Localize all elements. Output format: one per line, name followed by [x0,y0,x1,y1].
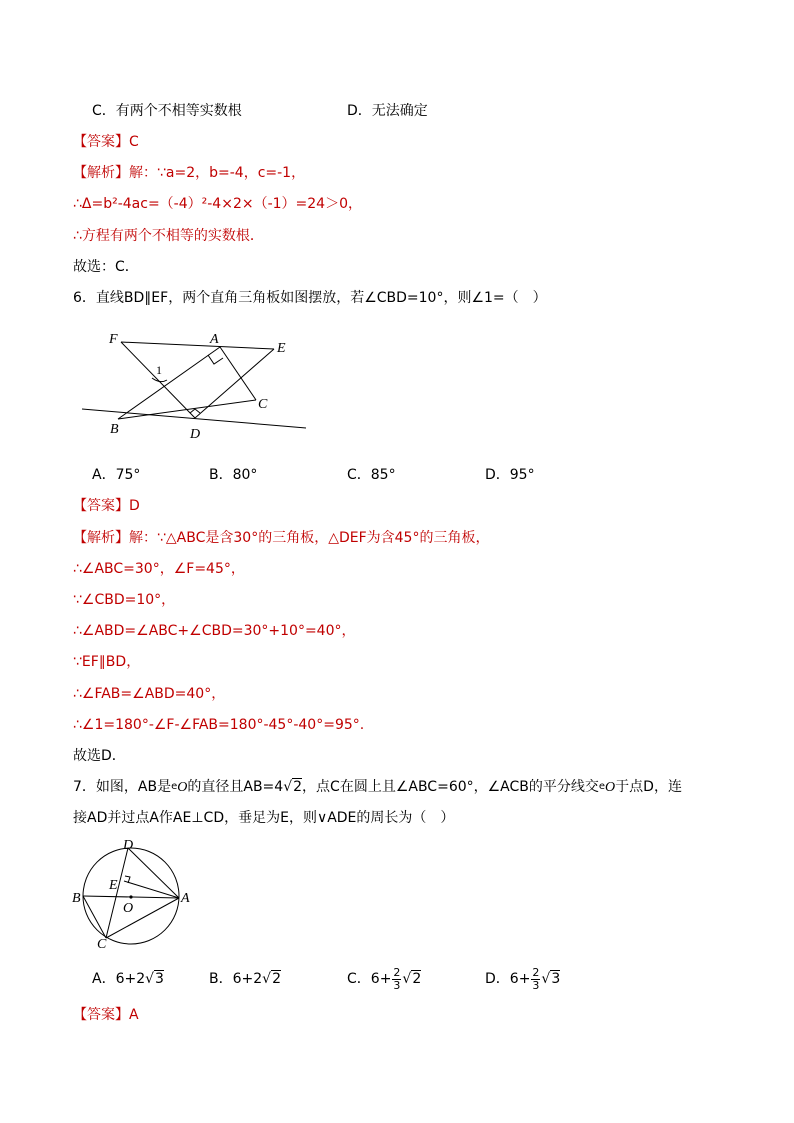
q6-analysis-line-5: ∵EF∥BD， [73,654,141,670]
label-b: B [72,891,81,906]
option-prefix: 6+2 [115,971,146,987]
q7-stem-line-1: 7．如图，AB是$^e$O的直径且AB=4√2，点C在圆上且∠ABC=60°，∠ACB的平分线交$^e$O于点D，连 [73,779,682,795]
answer-tag: 【答案】 [73,1007,129,1023]
q6-stem: 6．直线BD∥EF，两个直角三角板如图摆放，若∠CBD=10°，则∠1=（ ） [73,290,547,306]
chord-bc [83,896,106,938]
label-o: O [123,901,134,916]
circle-name-2: O [605,780,616,795]
fraction [531,967,540,992]
option-letter: D． [485,971,510,987]
option-prefix: 6+ [370,971,392,987]
option-letter: C． [347,971,371,987]
circle-symbol-2: e [598,781,606,792]
right-angle-mark-d [190,409,200,413]
center-point-o [129,895,132,898]
q6-analysis-line-7: ∴∠1=180°-∠F-∠FAB=180°-45°-40°=95°. [73,717,365,733]
q7-figure [68,835,198,953]
chord-cd [106,848,128,938]
q7-option-b: B．6+2√2 [209,971,281,987]
fraction [392,967,401,992]
segment-ba [118,347,220,419]
analysis-text: 解：∵△ABC是含30°的三角板，△DEF为含45°的三角板， [129,530,490,546]
q5-option-c: C．有两个不相等实数根 [92,103,242,119]
q6-analysis-line-4: ∴∠ABD=∠ABC+∠CBD=30°+10°=40°， [73,623,356,639]
segment-fd [121,342,195,418]
q7-option-c: C．6+ $\frac{2}{3}$ √2 [347,965,422,992]
q5-analysis-line-3: ∴方程有两个不相等的实数根． [73,228,264,244]
segment-fe [121,342,274,349]
answer-value: C [129,134,139,150]
label-e: E [109,878,118,893]
q6-analysis-line-1 [73,528,489,548]
circle-symbol: e [171,781,178,792]
option-prefix: 6+ [509,971,531,987]
answer-value: D [129,498,140,514]
q7-option-a: A．6+2√3 [92,971,164,987]
q5-answer [73,132,139,152]
q6-analysis-line-3: ∵∠CBD=10°， [73,592,176,608]
q5-conclusion: 故选：C． [73,259,139,275]
numerator: 2 [393,965,401,979]
label-f: F [109,332,118,347]
label-c: C [97,937,107,952]
q6-analysis-line-2: ∴∠ABC=30°，∠F=45°， [73,561,245,577]
q7-stem-part-1: 7．如图，AB是 [73,779,172,795]
option-radicand: 3 [551,971,561,987]
analysis-tag: 【解析】 [73,530,129,546]
right-angle-mark-a [208,355,223,364]
answer-value: A [129,1007,139,1023]
circle-name: O [177,780,188,795]
q7-option-d: D．6+ $\frac{2}{3}$ √3 [485,965,561,992]
label-a: A [210,332,219,347]
q7-stem-line-2: 接AD并过点A作AE⊥CD，垂足为E，则∨ADE的周长为（ ） [73,810,455,826]
q7-stem-part-3: ，点C在圆上且∠ABC=60°，∠ACB的平分线交 [302,779,599,795]
label-d: D [190,427,201,442]
answer-tag: 【答案】 [73,134,129,150]
label-angle-1: 1 [156,363,162,377]
label-e: E [277,341,286,356]
denominator: 3 [532,978,540,992]
q5-option-d: D．无法确定 [347,103,428,119]
numerator: 2 [532,965,540,979]
sqrt-arg: 2 [293,779,303,795]
q6-option-b: B．80° [209,467,258,483]
q7-answer [73,1005,139,1025]
option-radicand: 2 [272,971,281,987]
option-letter: A． [92,971,116,987]
q6-option-c: C．85° [347,467,396,483]
q7-stem-part-2: 的直径且AB=4 [187,779,284,795]
label-a: A [181,891,190,906]
label-b: B [110,422,119,437]
q7-stem-part-4: 于点D，连 [615,779,682,795]
label-c: C [258,397,268,412]
option-prefix: 6+2 [232,971,263,987]
q6-answer [73,496,140,516]
q6-option-d: D．95° [485,467,535,483]
angle-1-arc [152,378,167,382]
analysis-text: 解：∵a=2，b=-4，c=-1， [129,165,306,181]
segment-bc [118,400,256,419]
option-radicand: 2 [412,971,422,987]
q6-option-a: A．75° [92,467,141,483]
q5-analysis-line-1 [73,163,305,183]
q6-figure [78,328,310,443]
q6-conclusion: 故选D． [73,748,126,764]
q6-analysis-line-6: ∴∠FAB=∠ABD=40°， [73,686,226,702]
label-d: D [123,838,134,853]
analysis-tag: 【解析】 [73,165,129,181]
option-radicand: 3 [155,971,164,987]
chord-ca [106,898,179,938]
q5-analysis-line-2: ∴Δ=b²-4ac=（-4）²-4×2×（-1）=24＞0， [73,196,362,212]
denominator: 3 [393,978,401,992]
option-letter: B． [209,971,233,987]
answer-tag: 【答案】 [73,498,129,514]
